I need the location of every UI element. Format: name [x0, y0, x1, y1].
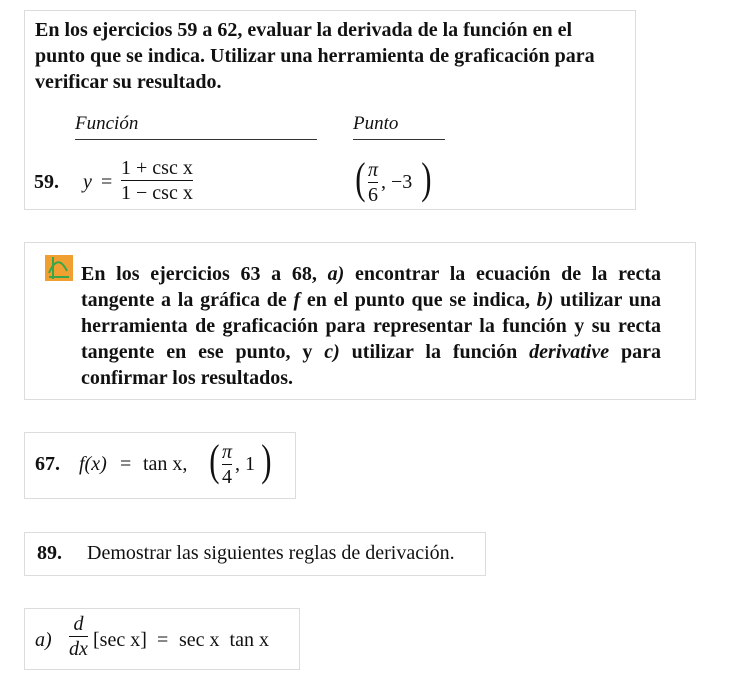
- ex89-text: Demostrar las siguientes reglas de derivación.: [87, 542, 455, 564]
- intro2-label-a: a): [327, 263, 345, 285]
- intro2-f: f: [293, 289, 301, 311]
- ex89a-body: [sec x]: [93, 629, 147, 651]
- column-header-funcion-label: Función: [75, 113, 139, 134]
- ex89a-derivative-operator: [69, 613, 88, 660]
- column-header-punto-label: Punto: [353, 113, 399, 134]
- ex89a-d-num: d: [73, 613, 84, 635]
- ex89a-d-bar: [69, 636, 88, 637]
- ex67-lhs: f(x): [79, 453, 107, 475]
- ex67-rhs: tan x,: [143, 453, 188, 475]
- intro2-part-a: En los ejercicios 63 a 68,: [81, 263, 328, 285]
- ex67-point-num: π: [222, 441, 233, 463]
- ex59-numerator: 1 + csc x: [121, 157, 193, 179]
- ex59-fraction-bar: [121, 180, 193, 181]
- intro-text-59-62: En los ejercicios 59 a 62, evaluar la derivada de la función en el punto que se indica. Utilizar una herramienta de graficación para verificar su resultado.: [35, 19, 595, 93]
- column-header-funcion: [75, 113, 317, 140]
- exercise-number-89: 89.: [37, 542, 62, 564]
- ex59-right-paren: ): [421, 154, 432, 203]
- ex89a-d-den: dx: [69, 638, 88, 660]
- ex67-right-paren: ): [261, 436, 272, 485]
- ex89a-rhs: sec x tan x: [179, 629, 269, 651]
- exercise-block-67: [24, 432, 296, 499]
- column-header-punto: [353, 113, 445, 140]
- ex59-equals: =: [101, 171, 113, 193]
- intro2-part-b: encontrar la ecuación de la recta tangente a la gráfica de: [81, 263, 661, 311]
- ex67-point-rest: , 1: [235, 453, 255, 475]
- exercise-block-89: [24, 532, 486, 576]
- ex59-lhs: y: [83, 171, 92, 193]
- intro2-label-c: c): [324, 341, 340, 363]
- exercise-block-59: [24, 10, 636, 210]
- intro2-part-c: en el punto que se indica,: [300, 289, 537, 311]
- ex59-fraction: [121, 157, 193, 204]
- intro2-part-e: utilizar la función: [339, 341, 530, 363]
- ex67-left-paren: (: [209, 436, 220, 485]
- exercise-number-67: 67.: [35, 453, 60, 475]
- intro2-label-b: b): [536, 289, 554, 311]
- intro2-part-d: utilizar una herramienta de graficación para representar la función y su recta tangente en ese punto, y: [81, 289, 661, 363]
- exercise-number-59: 59.: [34, 171, 59, 193]
- ex59-denominator: 1 − csc x: [121, 182, 193, 204]
- graphing-utility-icon: [45, 255, 73, 281]
- ex89a-equals: =: [157, 629, 169, 651]
- ex59-point-fraction: [368, 159, 378, 206]
- ex59-left-paren: (: [355, 154, 366, 203]
- intro2-part-f: para confirmar los resultados.: [81, 341, 661, 389]
- ex59-point-rest: , −3: [381, 171, 413, 193]
- ex59-point-den: 6: [368, 184, 379, 206]
- exercise-block-89a: [24, 608, 300, 670]
- exercise-block-63-68: [24, 242, 696, 400]
- ex67-point-fraction: [222, 441, 232, 488]
- ex67-equals: =: [120, 453, 132, 475]
- ex89a-label: a): [35, 629, 52, 651]
- ex67-point-den: 4: [222, 466, 233, 488]
- ex59-point-num: π: [368, 159, 379, 181]
- intro2-derivative: derivative: [529, 341, 610, 363]
- ex59-point-bar: [368, 182, 378, 183]
- intro-text-63-68: [81, 261, 661, 391]
- ex67-point-bar: [222, 464, 232, 465]
